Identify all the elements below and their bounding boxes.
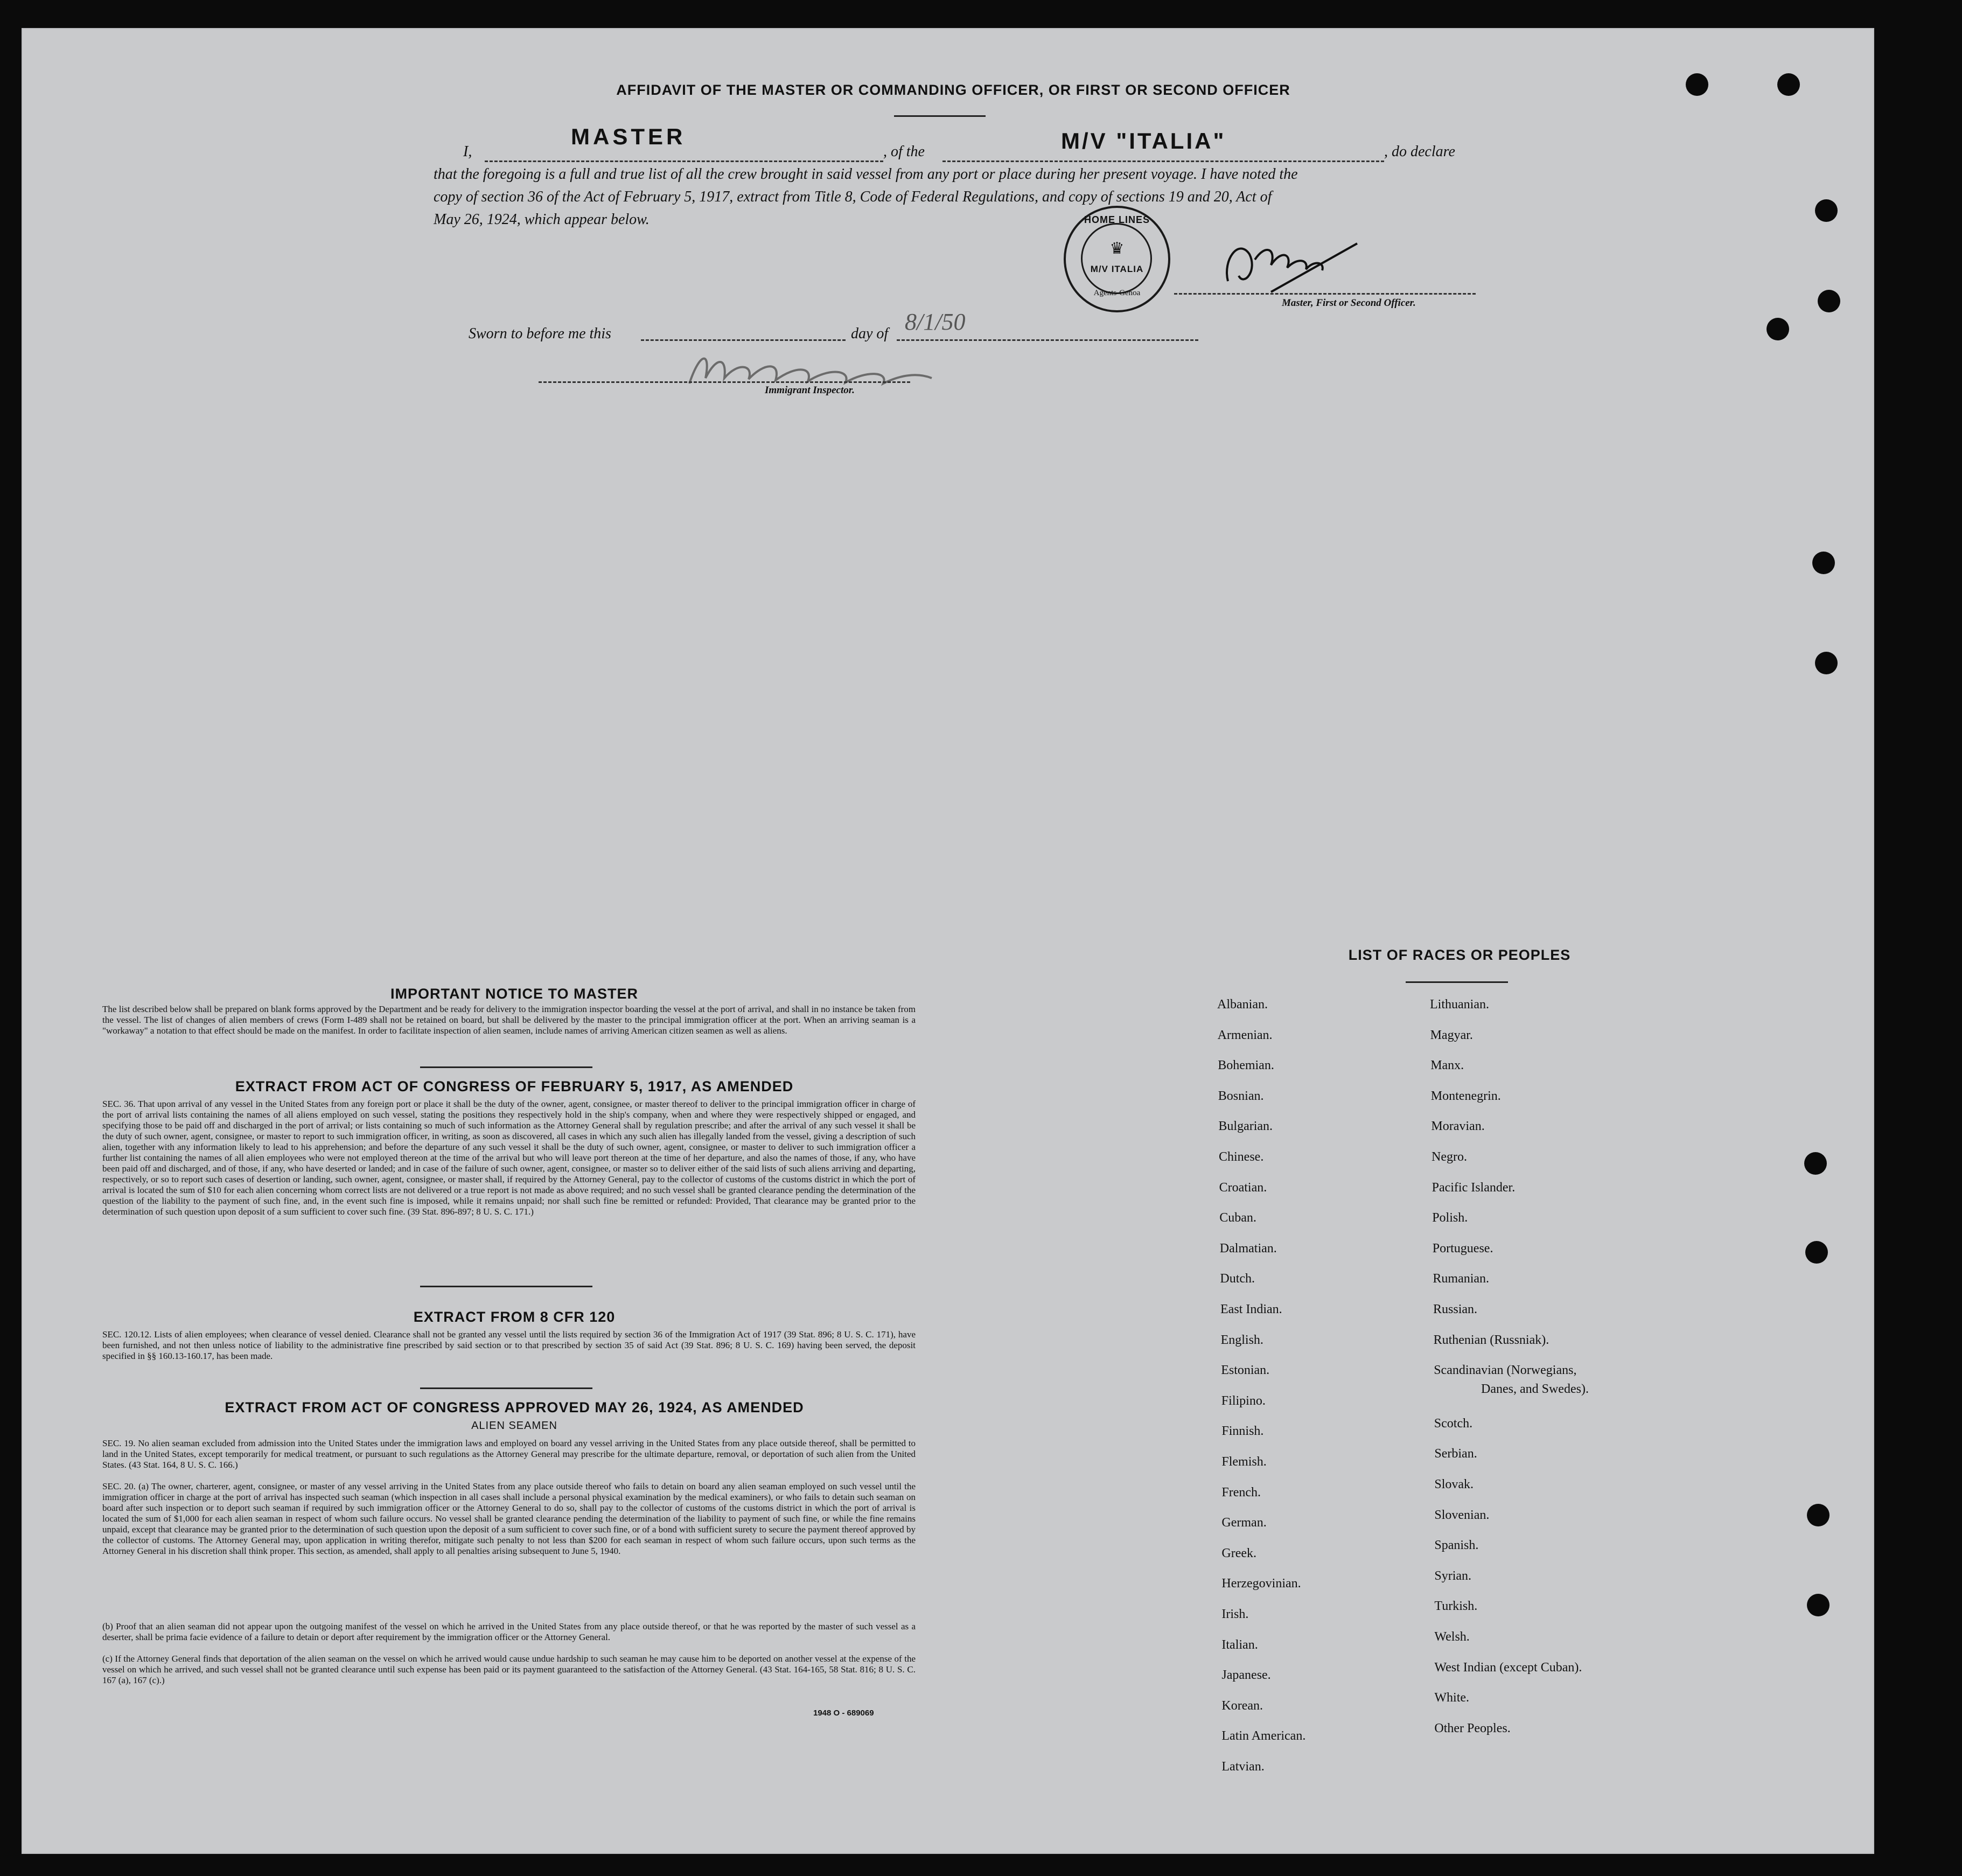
race-item: Irish.	[1221, 1607, 1249, 1621]
race-item: Latvian.	[1221, 1760, 1265, 1774]
race-item: Croatian.	[1219, 1180, 1267, 1195]
binder-hole	[1818, 290, 1840, 312]
section-rule	[420, 1387, 592, 1389]
affidavit-title: AFFIDAVIT OF THE MASTER OR COMMANDING OFFICER, OR FIRST OR SECOND OFFICER	[616, 82, 1290, 98]
of-the-label: , of the	[883, 143, 925, 160]
stamp-center-text: M/V ITALIA	[1090, 264, 1144, 274]
race-item: Portuguese.	[1432, 1241, 1493, 1256]
race-item: Magyar.	[1430, 1028, 1473, 1042]
binder-hole	[1807, 1594, 1830, 1616]
extract-cfr-title: EXTRACT FROM 8 CFR 120	[413, 1309, 616, 1325]
race-item: Welsh.	[1434, 1630, 1470, 1644]
rank-field-line	[485, 161, 883, 162]
day-of-label: day of	[851, 325, 889, 342]
extract-1917-title: EXTRACT FROM ACT OF CONGRESS OF FEBRUARY 5, 1917, AS AMENDED	[235, 1078, 794, 1094]
race-item: Bohemian.	[1218, 1058, 1274, 1073]
race-item: French.	[1221, 1485, 1261, 1500]
races-title: LIST OF RACES OR PEOPLES	[1348, 947, 1571, 963]
race-item: Other Peoples.	[1434, 1721, 1511, 1735]
inspector-caption: Immigrant Inspector.	[765, 385, 855, 396]
section-rule	[420, 1286, 592, 1287]
race-item: Korean.	[1221, 1698, 1263, 1713]
race-item: Scotch.	[1434, 1416, 1473, 1431]
race-item: Russian.	[1433, 1302, 1478, 1316]
declaration-prefix: I,	[463, 143, 472, 160]
race-item: West Indian (except Cuban).	[1434, 1660, 1582, 1675]
race-item: Polish.	[1432, 1211, 1468, 1225]
race-item: Serbian.	[1434, 1447, 1477, 1461]
race-item: Italian.	[1221, 1637, 1258, 1652]
race-item: Finnish.	[1221, 1424, 1264, 1439]
race-item: Cuban.	[1219, 1211, 1256, 1225]
binder-hole	[1767, 318, 1789, 340]
race-item: Ruthenian (Russniak).	[1433, 1333, 1549, 1347]
print-code: 1948 O - 689069	[813, 1708, 874, 1718]
race-item: Slovenian.	[1434, 1508, 1490, 1522]
sec20b-text: (b) Proof that an alien seaman did not appear upon the outgoing manifest of the vessel on which he arrived in the United States from any place outside thereof, or that he was reported by the master of such vessel as a deserter, shall be prima facie evidence of a failure to detain or deport after requirement by the immigration officer or the Attorney General.	[102, 1621, 916, 1642]
extract-1917-text: SEC. 36. That upon arrival of any vessel in the United States from any foreign port or place it shall be the duty of the owner, agent, consignee, or master thereof to deliver to the principal immigration officer in charge of the port of arrival lists containing the names of all aliens employed on such vessel, stating the positions they respectively hold in the ship's company, when and where they were respectively shipped or engaged, and specifying those to be paid off and discharged in the port of arrival; or lists containing so much of such information as the Attorney General shall by regulation prescribe; and after the arrival of any such vessel it shall be the duty of such owner, agent, consignee, or master to report to such immigration officer, in writing, as soon as discovered, all cases in which any such alien has illegally landed from the vessel, giving a description of such alien, together with any information likely to lead to his apprehension; and before the departure of any such vessel it shall be the duty of such owner, agent, consignee, or master to deliver to such immigration officer a further list containing the names of all alien employees who were not employed thereon at the time of the arrival but who will leave port thereon at the time of her departure, and also the names of those, if any, who have been paid off and discharged, and of those, if any, who have deserted or landed; and in case of the failure of such owner, agent, consignee, or master so to deliver either of the said lists of such aliens arriving and departing, respectively, or so to report such cases of desertion or landing, such owner, agent, consignee, or master shall, if required by the Attorney General, pay to the collector of customs of the customs district in which the port of arrival is located the sum of $10 for each alien concerning whom correct lists are not delivered or a true report is not made as above required; and no such vessel shall be granted clearance pending the determination of the question of the liability to the payment of such fine, and, in the event such fine is imposed, while it remains unpaid; nor shall such fine be remitted or refunded: Provided, That clearance may be granted prior to the determination of such question upon deposit of a sum sufficient to cover such fine. (39 Stat. 896-897; 8 U. S. C. 171.)	[102, 1099, 916, 1217]
notice-text: The list described below shall be prepared on blank forms approved by the Department and be ready for delivery to the immigration inspector boarding the vessel at the port of arrival, and shall in no instance be taken from the vessel. The list of changes of alien members of crews (Form I-489 shall not be retained on board, but shall be delivered by the master to the principal immigration officer at the port. When an arriving seaman is a "workaway" a notation to that effect should be made on the manifest. In order to facilitate inspection of alien seamen, include names of arriving American citizen seamen as well as aliens.	[102, 1004, 916, 1036]
race-item: Dutch.	[1220, 1272, 1255, 1286]
race-item: Syrian.	[1434, 1568, 1472, 1583]
race-item: Albanian.	[1217, 998, 1268, 1012]
race-item: Filipino.	[1221, 1393, 1266, 1408]
race-item: Scandinavian (Norwegians,	[1434, 1363, 1577, 1378]
race-item: Negro.	[1432, 1150, 1467, 1164]
officer-signature	[1206, 227, 1460, 303]
race-item: Turkish.	[1434, 1599, 1478, 1614]
race-item: Pacific Islander.	[1432, 1180, 1516, 1195]
inspector-signature-line	[539, 381, 910, 383]
binder-hole	[1807, 1504, 1830, 1526]
race-item: Bosnian.	[1218, 1089, 1264, 1103]
vessel-value: M/V "ITALIA"	[1061, 128, 1226, 154]
race-item: Latin American.	[1221, 1729, 1306, 1744]
document-sheet	[22, 28, 1874, 1854]
race-item: German.	[1221, 1516, 1267, 1530]
declaration-line-3: copy of section 36 of the Act of February 5, 1917, extract from Title 8, Code of Federal Regulations, and copy of sections 19 and 20, Act of	[434, 189, 1272, 205]
race-item: Herzegovinian.	[1221, 1577, 1301, 1591]
race-item: Spanish.	[1434, 1538, 1479, 1553]
races-title-rule	[1406, 981, 1508, 983]
binder-hole	[1812, 552, 1835, 574]
company-stamp	[1064, 206, 1170, 312]
sworn-date-handwritten: 8/1/50	[905, 309, 966, 335]
race-item: Greek.	[1221, 1546, 1257, 1560]
title-rule	[894, 115, 986, 117]
do-declare-label: , do declare	[1384, 143, 1455, 160]
binder-hole	[1686, 73, 1708, 96]
race-item: East Indian.	[1220, 1302, 1282, 1316]
stamp-bottom-text: Agents-Genoa	[1093, 289, 1141, 297]
race-right-continuation: Danes, and Swedes).	[1481, 1382, 1589, 1396]
race-item: Rumanian.	[1433, 1272, 1490, 1286]
declaration-line-4: May 26, 1924, which appear below.	[434, 211, 650, 228]
sec20a-text: SEC. 20. (a) The owner, charterer, agent, consignee, or master of any vessel arriving in the United States from any place outside thereof who fails to detain on board any alien seaman employed on such vessel until the immigration officer in charge at the port of arrival has inspected such seaman (which inspection in all cases shall include a personal physical examination by the medical examiners), or who fails to detain such seaman on board after such inspection or to deport such seaman if required by such immigration officer or the Attorney General to do so, shall pay to the collector of customs of the customs district in which the port of arrival is located the sum of $1,000 for each alien seaman in respect of whom such failure occurs. No vessel shall be granted clearance pending the determination of the liability to payment of such fine, or while the fine remains unpaid, except that clearance may be granted prior to the determination of such question upon the deposit of a sum sufficient to cover such fine, or of a bond with sufficient surety to secure the payment thereof approved by the collector of customs. The Attorney General may, upon application in writing therefor, mitigate such penalty to not less than $200 for each seaman in respect of whom such failure occurs, upon such terms as the Attorney General in his discretion shall think proper. This section, as amended, shall apply to all penalties arising subsequent to June 5, 1940.	[102, 1481, 916, 1556]
race-item: Bulgarian.	[1218, 1119, 1273, 1134]
sworn-label: Sworn to before me this	[469, 325, 611, 342]
race-item: Moravian.	[1431, 1119, 1485, 1134]
race-item: Lithuanian.	[1430, 998, 1489, 1012]
section-rule	[420, 1066, 592, 1068]
officer-caption: Master, First or Second Officer.	[1282, 297, 1416, 309]
race-item: Slovak.	[1434, 1477, 1474, 1491]
binder-hole	[1805, 1241, 1828, 1264]
stamp-top-text: HOME LINES	[1084, 214, 1150, 225]
extract-1924-subtitle: ALIEN SEAMEN	[471, 1420, 557, 1432]
stamp-inner-ring	[1081, 223, 1152, 294]
race-item: English.	[1220, 1333, 1263, 1347]
extract-1924-title: EXTRACT FROM ACT OF CONGRESS APPROVED MAY 26, 1924, AS AMENDED	[225, 1399, 804, 1415]
race-item: Armenian.	[1217, 1028, 1273, 1042]
race-item: Chinese.	[1219, 1150, 1264, 1164]
sec20c-text: (c) If the Attorney General finds that deportation of the alien seaman on the vessel on which he arrived would cause undue hardship to such seaman he may cause him to be deported on another vessel at the expense of the vessel on which he arrived, and such vessel shall not be granted clearance until such expense has been paid or its payment guaranteed to the satisfaction of the Attorney General. (43 Stat. 164-165, 58 Stat. 816; 8 U. S. C. 167 (a), 167 (c).)	[102, 1654, 916, 1685]
notice-title: IMPORTANT NOTICE TO MASTER	[390, 986, 638, 1002]
crown-icon: ♛	[1109, 240, 1125, 257]
binder-hole	[1815, 199, 1838, 222]
race-item: Japanese.	[1221, 1668, 1271, 1683]
race-item: Dalmatian.	[1219, 1241, 1277, 1256]
race-item: White.	[1434, 1691, 1470, 1705]
race-item: Montenegrin.	[1430, 1089, 1501, 1103]
extract-cfr-text: SEC. 120.12. Lists of alien employees; when clearance of vessel denied. Clearance shall not be granted any vessel until the lists required by section 36 of the Immigration Act of 1917 (39 Stat. 896; 8 U. S. C. 171), have been furnished, and not then unless notice of liability to the administrative fine prescribed by said section or to that prescribed by section 35 of said Act (39 Stat. 896; 8 U. S. C. 169) having been served, the deposit specified in §§ 160.13-160.17, has been made.	[102, 1329, 916, 1361]
declaration-line-2: that the foregoing is a full and true list of all the crew brought in said vessel from any port or place during her present voyage. I have noted the	[434, 166, 1298, 183]
race-item: Manx.	[1430, 1058, 1464, 1073]
binder-hole	[1804, 1152, 1827, 1175]
binder-hole	[1815, 652, 1838, 674]
rank-value: MASTER	[571, 124, 686, 149]
officer-signature-line	[1174, 293, 1476, 295]
binder-hole	[1777, 73, 1800, 96]
sec19-text: SEC. 19. No alien seaman excluded from admission into the United States under the immigration laws and employed on board any vessel arriving in the United States from any place outside thereof, shall be permitted to land in the United States, except temporarily for medical treatment, or pursuant to such regulations as the Attorney General may prescribe for the ultimate departure, removal, or deportation of such alien from the United States. (43 Stat. 164, 8 U. S. C. 166.)	[102, 1438, 916, 1470]
race-item: Flemish.	[1221, 1455, 1267, 1469]
vessel-field-line	[942, 161, 1384, 162]
race-item: Estonian.	[1221, 1363, 1270, 1378]
